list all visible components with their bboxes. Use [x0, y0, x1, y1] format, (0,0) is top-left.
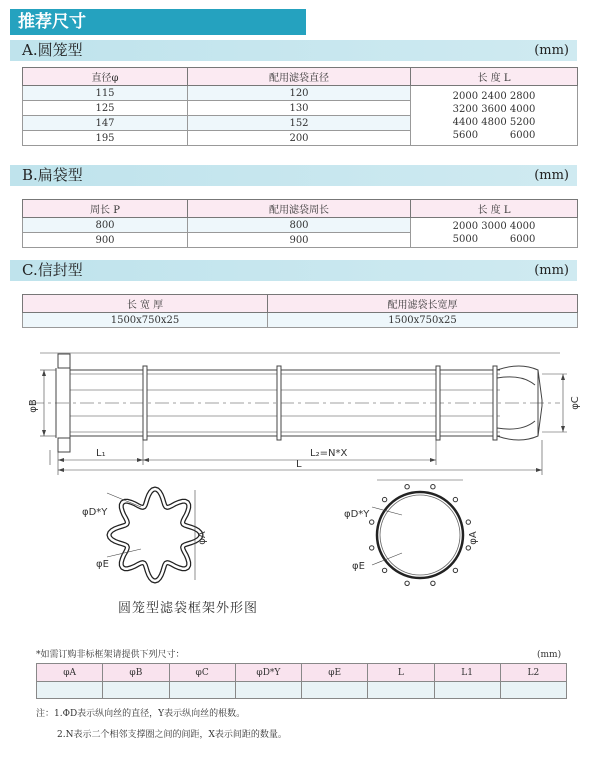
cell-perimeter: 800 — [23, 218, 188, 233]
col-header-b: φB — [103, 664, 169, 682]
cell-empty — [169, 682, 235, 699]
section-a-unit: (mm) — [534, 43, 569, 58]
col-header-c: φC — [169, 664, 235, 682]
cell-empty — [235, 682, 301, 699]
table-row — [23, 86, 578, 101]
col-header-diameter: 直径φ — [23, 68, 188, 86]
length-line: 5000 6000 — [452, 233, 536, 245]
length-line: 4400 4800 5200 — [452, 116, 536, 128]
cell-bag-diameter: 120 — [188, 86, 411, 101]
wire-dot — [370, 520, 374, 524]
section-c-unit: (mm) — [534, 263, 569, 278]
wire-dot — [431, 485, 435, 489]
col-header-dy: φD*Y — [235, 664, 301, 682]
dim-label-e: φE — [96, 559, 109, 570]
section-b-title: B.扁袋型 — [22, 166, 83, 184]
cell-empty — [434, 682, 500, 699]
wire-dot — [405, 485, 409, 489]
note-2: 2.N表示二个相邻支撑圈之间的间距，X表示间距的数量。 — [57, 730, 287, 740]
cell-dimensions: 1500x750x25 — [23, 313, 268, 328]
cell-bag-perimeter: 800 — [188, 218, 411, 233]
circle-cross-section — [370, 480, 471, 586]
dim-label-e-2: φE — [352, 561, 365, 572]
cell-bag-dimensions: 1500x750x25 — [268, 313, 578, 328]
col-header-bag-diameter: 配用滤袋直径 — [188, 68, 411, 86]
cell-bag-diameter: 152 — [188, 116, 411, 131]
dim-label-a-2: φA — [468, 531, 479, 545]
table-flat-bag — [22, 199, 578, 248]
cell-empty — [500, 682, 566, 699]
cell-empty — [368, 682, 434, 699]
dim-label-l: L — [296, 459, 302, 470]
order-intro: *如需订购非标框架请提供下列尺寸： — [36, 650, 185, 660]
col-header-length: 长 度 L — [411, 200, 578, 218]
col-header-bag-perimeter: 配用滤袋周长 — [188, 200, 411, 218]
wire-dot — [382, 497, 386, 501]
length-line: 2000 2400 2800 — [452, 90, 536, 102]
col-header-a: φA — [37, 664, 103, 682]
note-1: 注：1.ΦD表示纵向丝的直径，Y表示纵向丝的根数。 — [36, 709, 246, 719]
dim-label-l1: L₁ — [96, 448, 106, 459]
table-round-cage — [22, 67, 578, 146]
table-row — [23, 218, 578, 233]
dim-label-dy-2: φD*Y — [344, 509, 370, 520]
cell-diameter: 125 — [23, 101, 188, 116]
col-header-bag-dimensions: 配用滤袋长宽厚 — [268, 295, 578, 313]
length-line: 2000 3000 4000 — [452, 220, 536, 232]
dim-label-b: φB — [28, 399, 39, 413]
page-title: 推荐尺寸 — [10, 9, 306, 35]
section-a-heading — [10, 40, 577, 61]
dim-label-dy: φD*Y — [82, 507, 108, 518]
order-unit: (mm) — [537, 650, 562, 660]
cell-length-options — [411, 86, 578, 146]
wire-dot — [431, 581, 435, 585]
cell-diameter: 147 — [23, 116, 188, 131]
col-header-l: L — [368, 664, 434, 682]
wire-dot — [405, 581, 409, 585]
star-cross-section — [107, 489, 201, 581]
table-row — [37, 682, 567, 699]
section-b-unit: (mm) — [534, 168, 569, 183]
table-row — [23, 313, 578, 328]
cell-empty — [302, 682, 368, 699]
col-header-perimeter: 周长 P — [23, 200, 188, 218]
wire-dot — [453, 568, 457, 572]
dim-label-c: φC — [570, 396, 581, 410]
cell-empty — [37, 682, 103, 699]
section-a-title: A.圆笼型 — [22, 41, 83, 59]
section-c-heading — [10, 260, 577, 281]
length-line: 5600 6000 — [452, 129, 536, 141]
table-envelope — [22, 294, 578, 328]
cell-perimeter: 900 — [23, 233, 188, 248]
drawing-caption: 圆笼型滤袋框架外形图 — [118, 601, 259, 616]
col-header-dimensions: 长 宽 厚 — [23, 295, 268, 313]
cell-diameter: 195 — [23, 131, 188, 146]
col-header-l1: L1 — [434, 664, 500, 682]
col-header-length: 长 度 L — [411, 68, 578, 86]
wire-dot — [453, 497, 457, 501]
wire-dot — [382, 568, 386, 572]
dim-label-a: φA — [197, 531, 208, 545]
cell-bag-diameter: 130 — [188, 101, 411, 116]
section-c-title: C.信封型 — [22, 261, 83, 279]
wire-dot — [466, 546, 470, 550]
table-custom-order — [36, 663, 567, 699]
cell-empty — [103, 682, 169, 699]
col-header-l2: L2 — [500, 664, 566, 682]
length-line: 3200 3600 4000 — [452, 103, 536, 115]
wire-dot — [370, 546, 374, 550]
cell-bag-perimeter: 900 — [188, 233, 411, 248]
section-b-heading — [10, 165, 577, 186]
col-header-e: φE — [302, 664, 368, 682]
cell-length-options — [411, 218, 578, 248]
cell-diameter: 115 — [23, 86, 188, 101]
wire-dot — [466, 520, 470, 524]
cell-bag-diameter: 200 — [188, 131, 411, 146]
dim-label-l2: L₂=N*X — [310, 448, 348, 459]
cage-drawing — [0, 340, 597, 595]
